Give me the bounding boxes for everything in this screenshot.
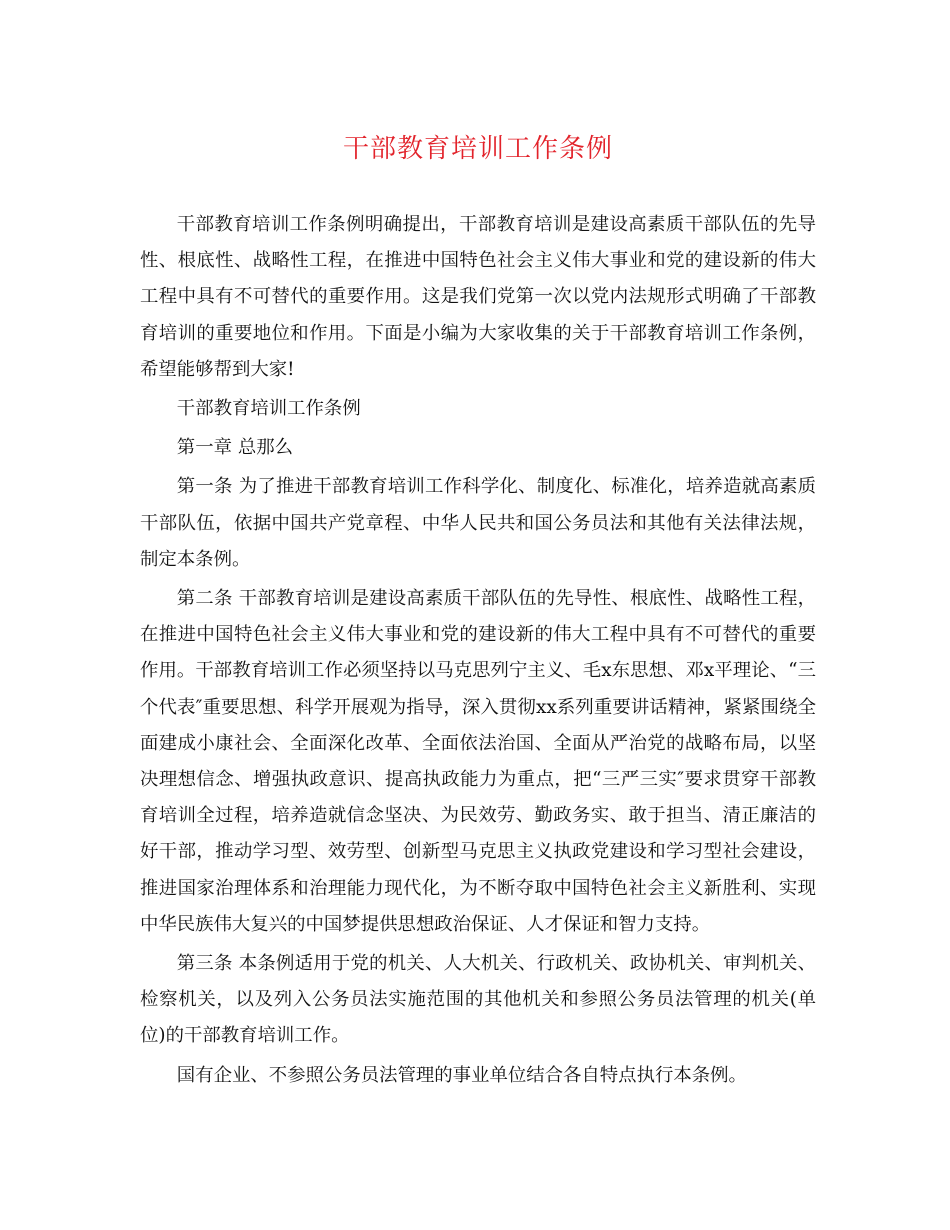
article-3-paragraph: 第三条 本条例适用于党的机关、人大机关、行政机关、政协机关、审判机关、检察机关，以及列入公务员法实施范围的其他机关和参照公务员法管理的机关(单位)的干部教育培训工作。	[140, 953, 816, 1047]
document-title: 干部教育培训工作条例	[342, 134, 613, 164]
intro-paragraph: 干部教育培训工作条例明确提出，干部教育培训是建设高素质干部队伍的先导性、根底性、战略性工程，在推进中国特色社会主义伟大事业和党的建设新的伟大工程中具有不可替代的重要作用。这是我们党第一次以党内法规形式明确了干部教育培训的重要地位和作用。下面是小编为大家收集的关于干部教育培训工作条例，希望能够帮到大家!	[140, 214, 816, 380]
chapter-heading: 第一章 总那么	[176, 437, 293, 459]
regulation-heading: 干部教育培训工作条例	[176, 398, 361, 420]
article-1-paragraph: 第一条 为了推进干部教育培训工作科学化、制度化、标准化，培养造就高素质干部队伍，依据中国共产党章程、中华人民共和国公务员法和其他有关法律法规，制定本条例。	[140, 476, 816, 570]
article-3-supplement-paragraph: 国有企业、不参照公务员法管理的事业单位结合各自特点执行本条例。	[176, 1064, 747, 1086]
article-2-paragraph: 第二条 干部教育培训是建设高素质干部队伍的先导性、根底性、战略性工程，在推进中国特色社会主义伟大事业和党的建设新的伟大工程中具有不可替代的重要作用。干部教育培训工作必须坚持以马克思列宁主义、毛x东思想、邓x平理论、“三个代表″重要思想、科学开展观为指导，深入贯彻xx系列重要讲话精神，紧紧围绕全面建成小康社会、全面深化改革、全面依法治国、全面从严治党的战略布局，以坚决理想信念、增强执政意识、提高执政能力为重点，把“三严三实″要求贯穿干部教育培训全过程，培养造就信念坚决、为民效劳、勤政务实、敢于担当、清正廉洁的好干部，推动学习型、效劳型、创新型马克思主义执政党建设和学习型社会建设，推进国家治理体系和治理能力现代化，为不断夺取中国特色社会主义新胜利、实现中华民族伟大复兴的中国梦提供思想政治保证、人才保证和智力支持。	[140, 588, 816, 935]
